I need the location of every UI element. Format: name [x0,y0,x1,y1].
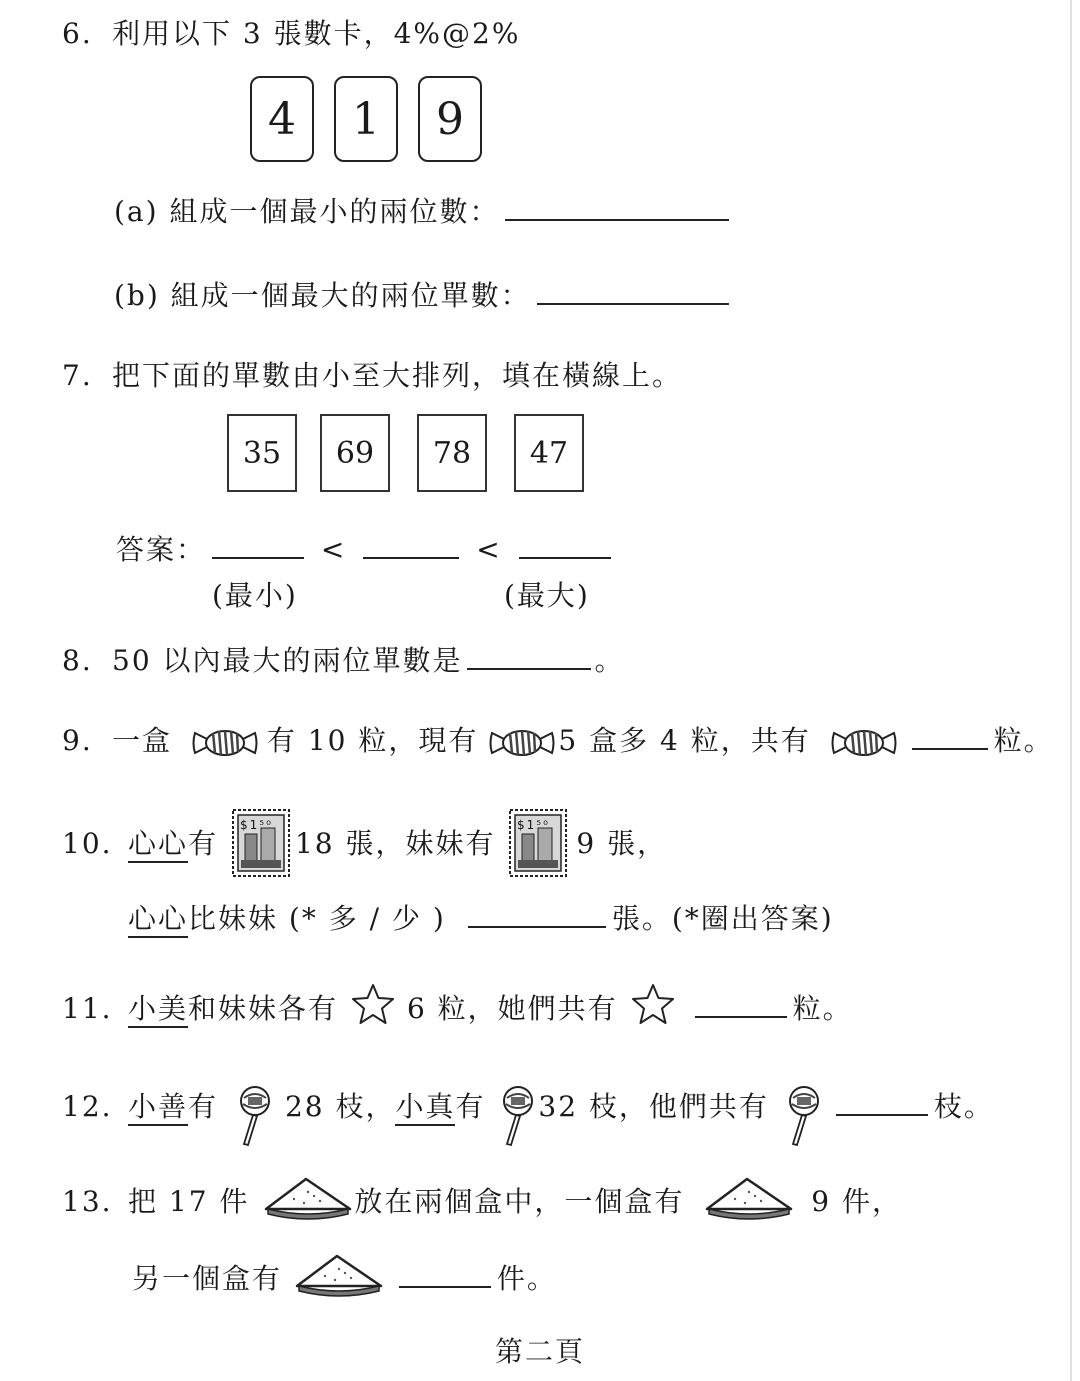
question-text: 5 盒多 4 粒，共有 [558,724,811,757]
question-text: 利用以下 3 張數卡，4%@2% [112,17,521,50]
question-6a [114,190,735,230]
question-10 [62,824,667,864]
sandwich-icon [295,1254,383,1300]
question-text: 把 17 件 [128,1185,250,1218]
candy-icon [488,723,556,763]
question-text: 有 [455,1090,486,1123]
less-than-sign: < [320,533,347,566]
question-text: 一盒 [112,724,173,757]
question-number: 10. [62,827,113,860]
question-text: 枝。 [933,1090,994,1123]
question-text: 50 以內最大的兩位單數是 [112,644,463,677]
question-text: 9 件， [811,1185,902,1218]
person-name: 小善 [128,1090,188,1126]
star-icon [631,983,675,1025]
lollipop-icon [784,1084,824,1146]
answer-blank[interactable] [912,720,988,750]
question-text: 有 [188,1090,219,1123]
answer-blank[interactable] [467,640,591,670]
question-text: 和妹妹各有 [188,992,339,1025]
answer-blank[interactable] [537,275,729,305]
question-13-line-2 [132,1258,557,1299]
person-name: 小美 [128,992,188,1028]
number-box: 78 [417,414,487,492]
number-card: 4 [250,76,314,162]
question-number: 12. [62,1090,113,1123]
question-text: 另一個盒有 [132,1262,283,1295]
question-9 [62,720,1054,763]
question-11 [62,988,853,1029]
candy-icon [191,723,259,763]
person-name: 心心 [128,902,188,938]
lollipop-icon [498,1084,538,1146]
answer-blank[interactable] [363,529,459,559]
person-name: 小真 [395,1090,455,1126]
question-number: 8. [62,644,93,677]
answer-blank[interactable] [212,529,304,559]
question-13 [62,1182,902,1222]
answer-blank[interactable] [695,988,787,1018]
answer-blank[interactable] [399,1258,491,1288]
question-text: 有 10 粒，現有 [266,724,479,757]
question-6b [114,274,735,314]
answer-blank[interactable] [468,898,606,928]
question-text: 6 粒，她們共有 [406,992,618,1025]
star-icon [351,983,395,1025]
number-card: 9 [418,76,482,162]
question-6 [62,14,520,54]
question-text: 比妹妹 (* 多 / 少 ) [188,902,446,935]
question-text: 放在兩個盒中，一個盒有 [354,1185,685,1218]
question-text: 9 張， [576,827,668,860]
page-number: 第二頁 [494,1335,585,1368]
page-edge [1070,0,1072,1381]
sandwich-icon [264,1177,352,1223]
question-text: 32 枝，他們共有 [538,1090,769,1123]
stamp-icon [508,808,568,878]
question-8 [62,640,625,681]
question-10-line-2 [128,898,834,939]
sandwich-icon [705,1177,793,1223]
question-number: 6. [62,17,93,50]
question-number: 13. [62,1185,113,1218]
question-text: 粒。 [792,992,853,1025]
question-text: 。 [594,644,625,677]
question-number: 7. [62,359,93,392]
answer-blank[interactable] [836,1086,928,1116]
number-box: 35 [227,414,297,492]
answer-label: 答案： [116,533,207,566]
question-text: 把下面的單數由小至大排列，填在橫線上。 [112,359,683,392]
question-text: 張。(*圈出答案) [611,902,834,935]
question-7 [62,356,682,396]
answer-blank[interactable] [519,529,611,559]
person-name: 心心 [128,827,188,863]
number-box: 47 [514,414,584,492]
question-number: 9. [62,724,93,757]
candy-icon [830,723,898,763]
stamp-icon [231,808,291,878]
question-12 [62,1086,994,1127]
less-than-sign: < [476,533,502,566]
smallest-label: (最小) [212,579,298,612]
question-text: 粒。 [993,724,1054,757]
sub-question-text: (b) 組成一個最大的兩位單數： [114,279,531,312]
sub-question-text: (a) 組成一個最小的兩位數： [114,195,500,228]
question-text: 18 張，妹妹有 [294,827,496,860]
question-text: 件。 [496,1262,557,1295]
lollipop-icon [235,1084,275,1146]
question-text: 28 枝， [284,1090,396,1123]
number-box: 69 [320,414,390,492]
question-number: 11. [62,992,113,1025]
question-text: 有 [188,827,219,860]
number-card: 1 [334,76,398,162]
answer-line [116,528,617,568]
largest-label: (最大) [504,579,590,612]
answer-blank[interactable] [505,191,729,221]
